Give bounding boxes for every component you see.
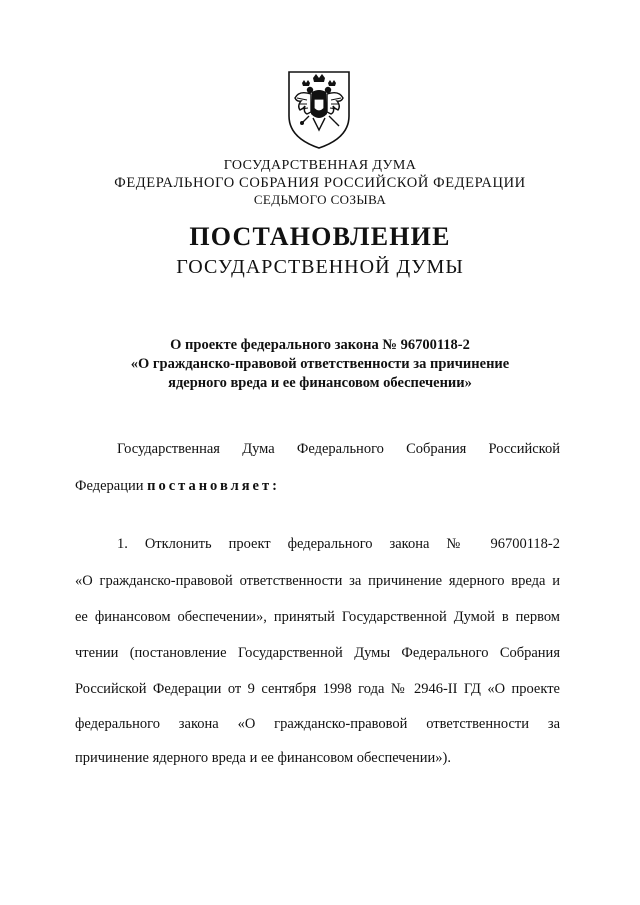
item1-line-5: Российской Федерации от 9 сентября 1998 года № 2946-II ГД «О проекте	[75, 681, 560, 697]
subject-line-1: О проекте федерального закона № 96700118-2	[170, 337, 470, 353]
preamble-keyword: постановляет:	[147, 478, 280, 494]
coat-of-arms-icon	[283, 68, 355, 150]
header-line-convocation: СЕДЬМОГО СОЗЫВА	[253, 192, 387, 207]
document-title: ПОСТАНОВЛЕНИЕ	[189, 222, 451, 251]
item1-line-3: ее финансовом обеспечении», принятый Государственной Думой в первом	[75, 609, 560, 625]
subject-line-2: «О гражданско-правовой ответственности за причинение	[130, 356, 510, 372]
preamble-federation: Федерации	[75, 478, 144, 494]
preamble-line-2	[75, 478, 560, 495]
item1-line-4: чтении (постановление Государственной Думы Федерального Собрания	[75, 645, 560, 661]
item1-line-1: 1. Отклонить проект федерального закона № 96700118-2	[117, 536, 560, 552]
item1-line-6: федерального закона «О гражданско-правовой ответственности за	[75, 716, 560, 732]
header-line-assembly: ФЕДЕРАЛЬНОГО СОБРАНИЯ РОССИЙСКОЙ ФЕДЕРАЦИИ	[114, 175, 526, 191]
item1-line-7: причинение ядерного вреда и ее финансовом обеспечении»).	[75, 750, 451, 766]
header-line-duma: ГОСУДАРСТВЕННАЯ ДУМА	[223, 158, 417, 173]
document-subtitle: ГОСУДАРСТВЕННОЙ ДУМЫ	[176, 256, 464, 278]
item1-line-2: «О гражданско-правовой ответственности за причинение ядерного вреда и	[75, 573, 560, 589]
preamble-line-1: Государственная Дума Федерального Собрания Российской	[117, 441, 560, 457]
subject-line-3: ядерного вреда и ее финансовом обеспечении»	[168, 375, 472, 391]
